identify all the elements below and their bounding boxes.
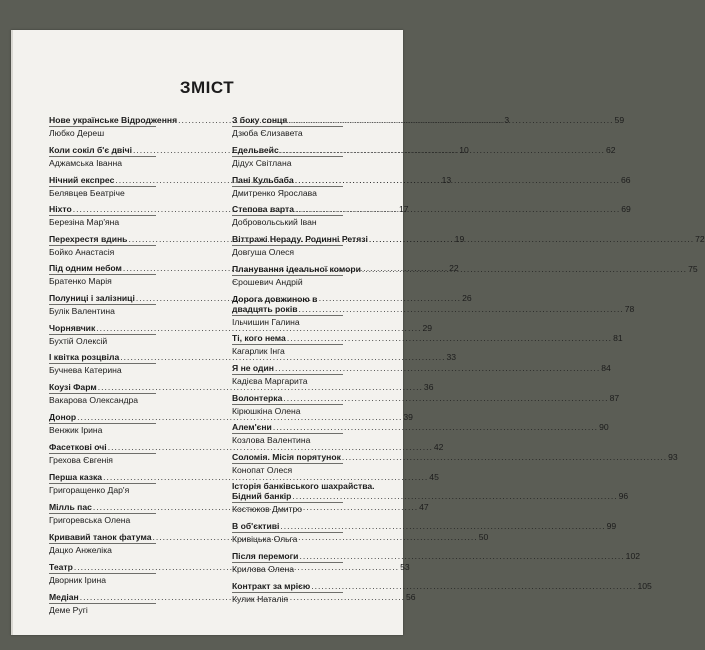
toc-entry-author: Бучнева Катерина xyxy=(49,365,122,375)
leader-dots xyxy=(362,264,687,274)
toc-entry-author: Дзюба Єлизавета xyxy=(232,128,303,138)
toc-entry-page: 50 xyxy=(478,532,489,542)
title-underline xyxy=(49,393,156,394)
leader-dots xyxy=(280,145,605,155)
toc-entry-title: Театр xyxy=(49,562,73,572)
toc-entry-author: Козлова Валентина xyxy=(232,435,311,445)
toc-entry-title: Контракт за мрією xyxy=(232,581,311,591)
book-page xyxy=(11,30,705,635)
toc-entry-title: Пані Кульбаба xyxy=(232,175,294,185)
title-underline xyxy=(49,513,156,514)
toc-entry-page: 10 xyxy=(459,145,469,155)
title-underline xyxy=(49,543,156,544)
toc-entry-author: Кагарлик Інга xyxy=(232,346,285,356)
title-underline xyxy=(49,363,156,364)
title-underline xyxy=(232,186,343,187)
leader-dots xyxy=(295,175,620,185)
title-underline xyxy=(49,573,156,574)
toc-entry-title: Полуниці і залізниці xyxy=(49,293,135,303)
toc-entry-page: 66 xyxy=(620,175,631,185)
toc-entry-title: Віттражі Нераду. Родинні Ретязі xyxy=(232,234,368,244)
toc-entry-author: Бойко Анастасія xyxy=(49,247,115,257)
toc-entry-author: Дідух Світлана xyxy=(232,158,292,168)
toc-entry-page: 69 xyxy=(621,204,631,214)
toc-entry-author: Белявцев Беатріче xyxy=(49,188,125,198)
toc-entry-author: Кадієва Маргарита xyxy=(232,376,308,386)
toc-entry-title: Під одним небом xyxy=(49,263,122,273)
leader-dots xyxy=(295,204,620,214)
title-underline xyxy=(49,156,156,157)
toc-entry-page: 87 xyxy=(609,393,620,403)
toc-entry-title: Алем'єни xyxy=(232,422,272,432)
title-underline xyxy=(232,344,343,345)
toc-entry-title: Коузі Фарм xyxy=(49,382,97,392)
title-underline xyxy=(232,215,343,216)
toc-entry-author: Вакарова Олександра xyxy=(49,395,139,405)
title-underline xyxy=(49,215,156,216)
toc-entry-title: Нічний експрес xyxy=(49,175,115,185)
leader-dots xyxy=(287,333,612,343)
leader-dots xyxy=(369,234,694,244)
toc-entry-page: 78 xyxy=(624,304,635,314)
toc-entry-title: Після перемоги xyxy=(232,551,299,561)
title-underline xyxy=(49,245,156,246)
toc-entry-page: 96 xyxy=(618,491,629,501)
toc-entry-page: 19 xyxy=(454,234,465,244)
toc-entry-page: 90 xyxy=(599,422,609,432)
toc-entry-author: Дворник Ірина xyxy=(49,575,107,585)
toc-entry-author: Грехова Євгенія xyxy=(49,455,113,465)
toc-entry-title: Коли сокіл б'є двічі xyxy=(49,145,132,155)
toc-entry-title: Перша казка xyxy=(49,472,103,482)
leader-dots xyxy=(292,491,617,501)
title-underline xyxy=(49,186,156,187)
toc-entry-title: Ті, кого нема xyxy=(232,333,286,343)
leader-dots xyxy=(311,581,636,591)
toc-entry-page: 56 xyxy=(405,592,416,602)
title-underline xyxy=(232,433,343,434)
page-title: ЗМІСТ xyxy=(179,78,235,97)
toc-entry-title: Медіан xyxy=(49,592,79,602)
title-underline xyxy=(232,126,343,127)
leader-dots xyxy=(288,115,613,125)
toc-entry-title: Чорнявчик xyxy=(49,323,96,333)
toc-entry-author: Григоращенко Дар'я xyxy=(49,485,130,495)
title-underline xyxy=(232,404,343,405)
toc-entry-page: 105 xyxy=(637,581,652,591)
toc-entry-title: Перехрестя вдинь xyxy=(49,234,128,244)
title-underline xyxy=(232,156,343,157)
toc-entry-page: 39 xyxy=(403,412,413,422)
toc-entry-author: Конопат Олеся xyxy=(232,465,293,475)
toc-entry-title: Донор xyxy=(49,412,77,422)
toc-entry-page: 84 xyxy=(601,363,611,373)
toc-entry-title: Волонтерка xyxy=(232,393,283,403)
toc-entry-title-line: Дорога довжиною в xyxy=(232,294,318,304)
toc-entry-author: Добровольський Іван xyxy=(232,217,317,227)
title-underline xyxy=(232,463,343,464)
toc-entry-page: 33 xyxy=(446,352,457,362)
toc-entry-title: Степова варта xyxy=(232,204,295,214)
toc-entry-title: З боку сонця xyxy=(232,115,288,125)
toc-entry-page: 29 xyxy=(422,323,433,333)
toc-entry-title: Соломія. Місія порятунок xyxy=(232,452,341,462)
toc-entry-author: Костюков Дмитро xyxy=(232,504,303,514)
page-edge xyxy=(11,30,13,635)
toc-entry-page: 62 xyxy=(605,145,616,155)
leader-dots xyxy=(273,422,598,432)
toc-entry-title: Нове українське Відродження xyxy=(49,115,178,125)
toc-entry-page: 81 xyxy=(613,333,623,343)
title-underline xyxy=(49,453,156,454)
toc-entry-author: Булік Валентина xyxy=(49,306,115,316)
toc-entry-author: Кулик Наталія xyxy=(232,594,289,604)
toc-entry xyxy=(232,115,625,139)
toc-entry-author: Кривіцька Ольга xyxy=(232,534,298,544)
toc-entry-author: Аджамська Іванна xyxy=(49,158,122,168)
toc-entry-title: Мілль пас xyxy=(49,502,92,512)
title-underline xyxy=(49,483,156,484)
title-underline xyxy=(232,245,343,246)
toc-entry-title: Кривавий танок фатума xyxy=(49,532,152,542)
title-underline xyxy=(232,562,343,563)
toc-entry-page: 36 xyxy=(423,382,434,392)
toc-entry-title: Я не один xyxy=(232,363,274,373)
toc-entry-author: Деме Ругі xyxy=(49,605,88,615)
title-underline xyxy=(49,304,156,305)
title-underline xyxy=(232,592,343,593)
toc-entry-page: 13 xyxy=(441,175,452,185)
toc-entry-title: Едельвейс xyxy=(232,145,279,155)
toc-entry-page: 42 xyxy=(433,442,444,452)
toc-entry-author: Венжик Ірина xyxy=(49,425,103,435)
title-underline xyxy=(49,126,156,127)
toc-entry-title-line: Бідний банкір xyxy=(232,491,292,501)
toc-entry-page: 75 xyxy=(688,264,698,274)
toc-entry-page: 93 xyxy=(668,452,678,462)
toc-entry-author: Довгуша Олеся xyxy=(232,247,295,257)
leader-dots xyxy=(299,304,624,314)
toc-entry-author: Ільчишин Галина xyxy=(232,317,300,327)
title-underline xyxy=(232,374,343,375)
toc-entry-author: Кірюшкіна Олена xyxy=(232,406,301,416)
toc-entry-author: Крилова Олена xyxy=(232,564,295,574)
toc-entry-page: 47 xyxy=(419,502,429,512)
toc-entry-page: 99 xyxy=(606,521,617,531)
toc-entry-page: 17 xyxy=(398,204,409,214)
toc-entry-page: 3 xyxy=(504,115,510,125)
toc-entry-page: 59 xyxy=(614,115,625,125)
toc-entry xyxy=(232,422,609,446)
toc-entry-page: 102 xyxy=(625,551,641,561)
toc-entry-title: Ніхто xyxy=(49,204,72,214)
toc-entry-author: Григоревська Олена xyxy=(49,515,131,525)
toc-entry-page: 26 xyxy=(462,293,472,303)
toc-entry-title: Фасеткові очі xyxy=(49,442,107,452)
toc-entry-page: 72 xyxy=(695,234,705,244)
toc-entry-author: Любко Дереш xyxy=(49,128,105,138)
toc-entry-author: Братенко Марія xyxy=(49,276,112,286)
title-underline xyxy=(232,532,343,533)
title-underline xyxy=(232,275,343,276)
toc-entry-page: 22 xyxy=(449,263,459,273)
leader-dots xyxy=(342,452,667,462)
leader-dots xyxy=(283,393,608,403)
toc-entry-title: Планування ідеальної комори xyxy=(232,264,361,274)
toc-entry-title: В об'єктиві xyxy=(232,521,280,531)
toc-entry xyxy=(232,452,678,476)
toc-entry-author: Березіна Мар'яна xyxy=(49,217,120,227)
toc-entry-title: І квітка розцвіла xyxy=(49,352,120,362)
leader-dots xyxy=(299,551,624,561)
toc-entry-author: Єрошевич Андрій xyxy=(232,277,303,287)
title-underline xyxy=(232,502,343,503)
toc-entry-title-line: Історія банківського шахрайства. xyxy=(232,481,375,491)
title-underline xyxy=(232,315,343,316)
toc-entry-title-line: двадцять років xyxy=(232,304,298,314)
title-underline xyxy=(49,334,156,335)
toc-entry-page: 53 xyxy=(400,562,410,572)
toc-entry-author: Дмитренко Ярослава xyxy=(232,188,317,198)
toc-entry-page: 45 xyxy=(429,472,439,482)
leader-dots xyxy=(280,521,605,531)
toc-entry-author: Дацко Анжеліка xyxy=(49,545,112,555)
toc-entry-author: Бухтій Олексій xyxy=(49,336,108,346)
title-underline xyxy=(49,603,156,604)
title-underline xyxy=(49,274,156,275)
title-underline xyxy=(49,423,156,424)
leader-dots xyxy=(275,363,600,373)
